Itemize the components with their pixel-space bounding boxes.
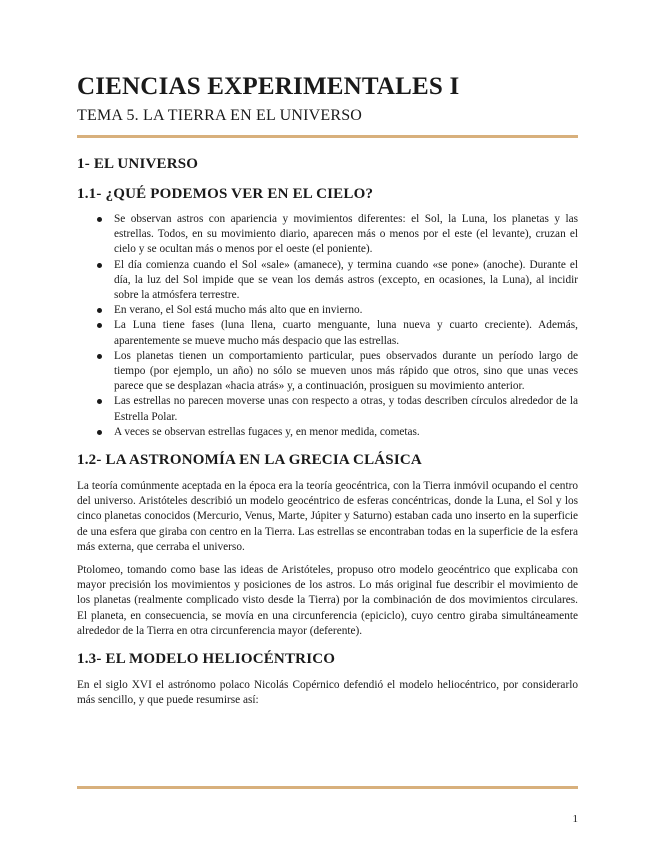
header-divider: [77, 135, 578, 138]
section-heading-grecia: 1.2- LA ASTRONOMÍA EN LA GRECIA CLÁSICA: [77, 452, 422, 469]
section-heading-universo: 1- EL UNIVERSO: [77, 156, 199, 172]
paragraph-aristoteles: La teoría comúnmente aceptada en la época era la teoría geocéntrica, con la Tierra inmóvil ocupando el centro del universo. Aristóteles describió un modelo geocéntrico de esferas concéntricas, donde la Luna, el Sol y los cinco planetas conocidos (Mercurio, Venus, Marte, Júpiter y Saturno) estaban cada uno inserto en la superficie de una esfera que giraba con centro en la Tierra. Las estrellas se encontraban todas en la superficie de la esfera más externa, que cerraba el universo.: [77, 480, 578, 553]
footer-divider: [77, 786, 578, 789]
bullet-icon: [97, 217, 102, 222]
list-item: [77, 349, 578, 395]
document-page: [77, 72, 578, 708]
bullet-icon: [97, 308, 102, 313]
list-item-text: La Luna tiene fases (luna llena, cuarto menguante, luna nueva y cuarto creciente). Además, aparentemente se mueve mucho más despacio que las estrellas.: [114, 319, 578, 347]
section-heading-heliocentrico: 1.3- EL MODELO HELIOCÉNTRICO: [77, 651, 336, 668]
list-item: [77, 212, 578, 258]
list-item-text: Las estrellas no parecen moverse unas con respecto a otras, y todas describen círculos alrededor de la Estrella Polar.: [114, 395, 578, 423]
bullet-icon: [97, 354, 102, 359]
paragraph-copernico: En el siglo XVI el astrónomo polaco Nicolás Copérnico defendió el modelo heliocéntrico, por considerarlo más sencillo, y que puede resumirse así:: [77, 679, 578, 707]
list-item: [77, 303, 578, 318]
bullet-icon: [97, 263, 102, 268]
list-item-text: Se observan astros con apariencia y movimientos diferentes: el Sol, la Luna, los planetas y las estrellas. Todos, en su movimiento diario, aparecen más o menos por el este (el levante), cruzan el cielo y se ocultan más o menos por el oeste (el poniente).: [114, 213, 578, 256]
list-item-text: En verano, el Sol está mucho más alto que en invierno.: [114, 304, 363, 317]
list-item: [77, 258, 578, 304]
list-item-text: Los planetas tienen un comportamiento particular, pues observados durante un período largo de tiempo (por ejemplo, un año) no sólo se mueven unos más rápido que otros, sino que unas veces parece que se desplazan «hacia atrás» y, a continuación, prosiguen su movimiento anterior.: [114, 349, 578, 393]
list-item-text: El día comienza cuando el Sol «sale» (amanece), y termina cuando «se pone» (anoche). Durante el día, la luz del Sol impide que se vean los demás astros (excepto, en ocasiones, la Luna), al incidir sobre la atmósfera terrestre.: [114, 258, 578, 302]
list-item: [77, 318, 578, 348]
bullet-icon: [97, 323, 102, 328]
document-subtitle: TEMA 5. LA TIERRA EN EL UNIVERSO: [77, 107, 363, 124]
bullet-icon: [97, 399, 102, 404]
document-title: CIENCIAS EXPERIMENTALES I: [77, 73, 460, 100]
section-heading-cielo: 1.1- ¿QUÉ PODEMOS VER EN EL CIELO?: [77, 186, 374, 202]
page-number: 1: [572, 813, 578, 825]
list-item: [77, 394, 578, 424]
bullet-icon: [97, 430, 102, 435]
list-item: [77, 425, 578, 440]
observations-list: [77, 212, 578, 440]
list-item-text: A veces se observan estrellas fugaces y, en menor medida, cometas.: [114, 425, 420, 438]
paragraph-ptolomeo: Ptolomeo, tomando como base las ideas de Aristóteles, propuso otro modelo geocéntrico que explicaba con mayor precisión los movimientos y posiciones de los astros. Lo más original fue describir el movimiento de los planetas (realmente complicado visto desde la Tierra) por la combinación de dos movimientos circulares. El planeta, en consecuencia, se movía en una circunferencia (epiciclo), cuyo centro giraba simultáneamente alrededor de la Tierra en otra circunferencia mayor (deferente).: [77, 564, 578, 637]
